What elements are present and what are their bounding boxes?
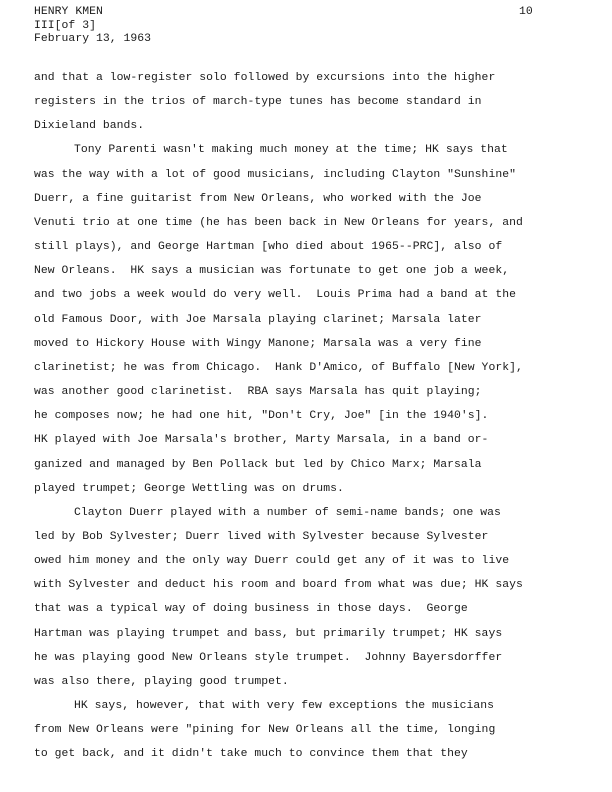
text-line: played trumpet; George Wettling was on drums. bbox=[34, 482, 344, 495]
paragraph-first-line: Tony Parenti wasn't making much money at the time; HK says that bbox=[74, 144, 508, 157]
text-line: he was playing good New Orleans style trumpet. Johnny Bayersdorffer bbox=[34, 651, 503, 664]
header-name: HENRY KMEN bbox=[34, 6, 103, 18]
text-line: New Orleans. HK says a musician was fortunate to get one job a week, bbox=[34, 265, 510, 278]
text-line: led by Bob Sylvester; Duerr lived with Sylvester because Sylvester bbox=[34, 530, 489, 543]
text-line: old Famous Door, with Joe Marsala playing clarinet; Marsala later bbox=[34, 313, 482, 326]
text-line: clarinetist; he was from Chicago. Hank D'Amico, of Buffalo [New York], bbox=[34, 361, 523, 374]
text-line: he composes now; he had one hit, "Don't Cry, Joe" [in the 1940's]. bbox=[34, 410, 489, 423]
text-line: and two jobs a week would do very well. Louis Prima had a band at the bbox=[34, 289, 516, 302]
text-line: Hartman was playing trumpet and bass, but primarily trumpet; HK says bbox=[34, 627, 503, 640]
text-line: that was a typical way of doing business in those days. George bbox=[34, 603, 468, 616]
header-date: February 13, 1963 bbox=[34, 33, 152, 45]
paragraph-first-line: HK says, however, that with very few exceptions the musicians bbox=[74, 700, 495, 713]
body-text bbox=[34, 66, 594, 767]
text-line: HK played with Joe Marsala's brother, Marty Marsala, in a band or- bbox=[34, 434, 489, 447]
text-line: owed him money and the only way Duerr could get any of it was to live bbox=[34, 555, 510, 568]
text-line: was another good clarinetist. RBA says Marsala has quit playing; bbox=[34, 386, 482, 399]
text-line: ganized and managed by Ben Pollack but led by Chico Marx; Marsala bbox=[34, 458, 482, 471]
text-line: was the way with a lot of good musicians, including Clayton "Sunshine" bbox=[34, 168, 516, 181]
text-line: Venuti trio at one time (he has been back in New Orleans for years, and bbox=[34, 216, 523, 229]
text-line: from New Orleans were "pining for New Orleans all the time, longing bbox=[34, 724, 496, 737]
text-line: Duerr, a fine guitarist from New Orleans, who worked with the Joe bbox=[34, 192, 482, 205]
text-line: Dixieland bands. bbox=[34, 120, 145, 133]
text-line: was also there, playing good trumpet. bbox=[34, 675, 289, 688]
page-number: 10 bbox=[519, 6, 533, 18]
text-line: still plays), and George Hartman [who died about 1965--PRC], also of bbox=[34, 241, 503, 254]
text-line: and that a low-register solo followed by excursions into the higher bbox=[34, 72, 496, 84]
text-line: with Sylvester and deduct his room and board from what was due; HK says bbox=[34, 579, 523, 592]
text-line: to get back, and it didn't take much to convince them that they bbox=[34, 748, 468, 761]
page-header bbox=[34, 6, 151, 47]
paragraph-first-line: Clayton Duerr played with a number of semi-name bands; one was bbox=[74, 506, 501, 519]
text-line: registers in the trios of march-type tunes has become standard in bbox=[34, 96, 482, 109]
header-part: III[of 3] bbox=[34, 19, 96, 32]
text-line: moved to Hickory House with Wingy Manone; Marsala was a very fine bbox=[34, 337, 482, 350]
